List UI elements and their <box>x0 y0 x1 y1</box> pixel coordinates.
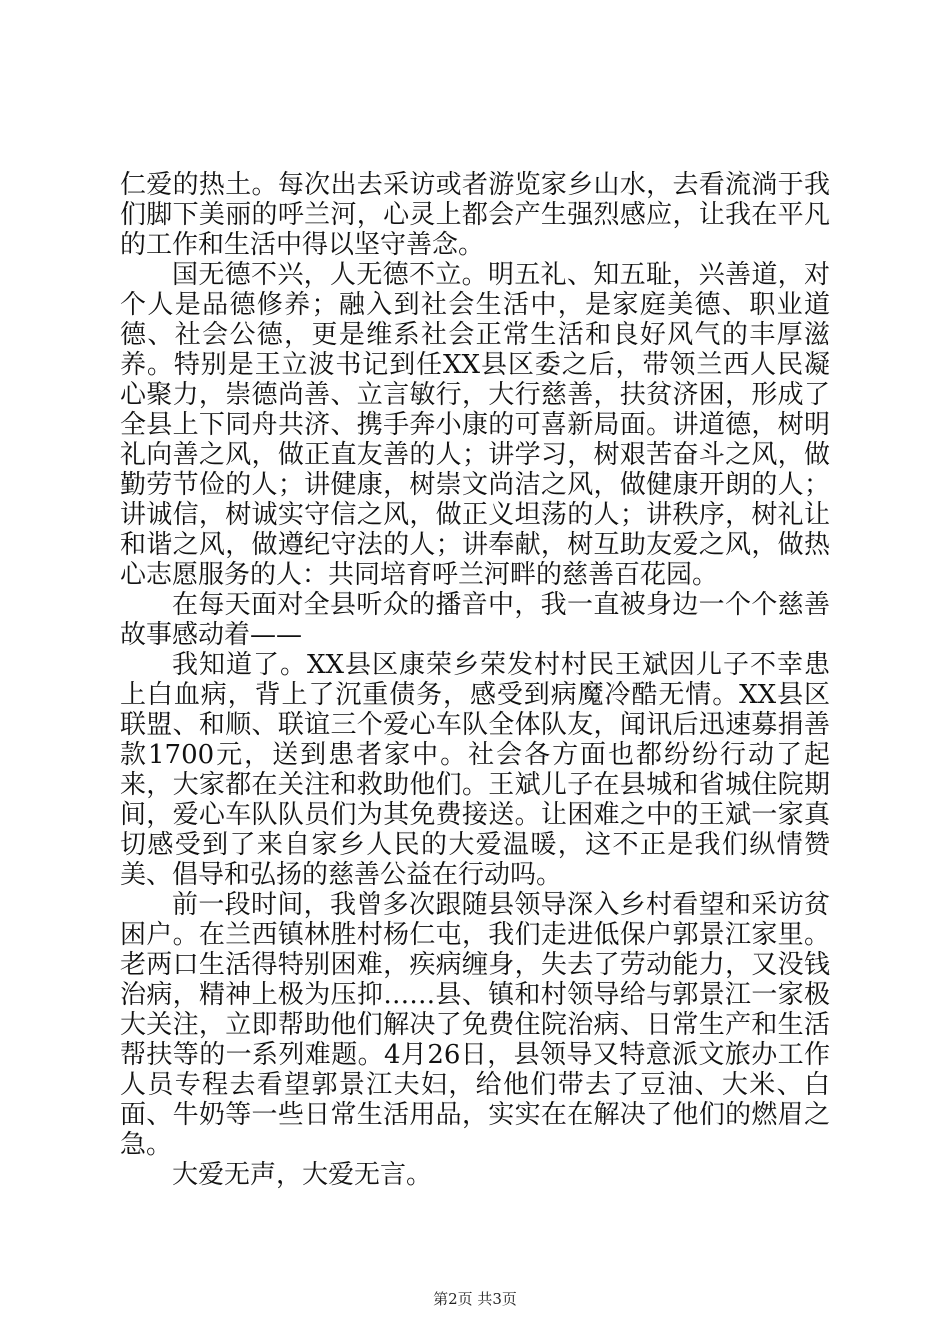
paragraph-closing: 大爱无声，大爱无言。 <box>172 1160 433 1190</box>
document-body <box>120 170 830 1190</box>
paragraph-continuation: 仁爱的热土。每次出去采访或者游览家乡山水，去看流淌于我们脚下美丽的呼兰河，心灵上都会产生强烈感应，让我在平凡的工作和生活中得以坚守善念。 <box>120 170 830 260</box>
paragraph-guojingjiang-story: 前一段时间，我曾多次跟随县领导深入乡村看望和采访贫困户。在兰西镇林胜村杨仁屯，我们走进低保户郭景江家里。老两口生活得特别困难，疾病缠身，失去了劳动能力，又没钱治病，精神上极为压抑……县、镇和村领导给与郭景江一家极大关注，立即帮助他们解决了免费住院治病、日常生产和生活帮扶等的一系列难题。4月26日，县领导又特意派文旅办工作人员专程去看望郭景江夫妇，给他们带去了豆油、大米、白面、牛奶等一些日常生活用品，实实在在解决了他们的燃眉之急。 <box>120 890 830 1160</box>
page-number-footer: 第2页 共3页 <box>433 1290 517 1308</box>
paragraph-wangbin-story: 我知道了。XX县区康荣乡荣发村村民王斌因儿子不幸患上白血病，背上了沉重债务，感受到病魔冷酷无情。XX县区联盟、和顺、联谊三个爱心车队全体队友，闻讯后迅速募捐善款1700元，送到患者家中。社会各方面也都纷纷行动了起来，大家都在关注和救助他们。王斌儿子在县城和省城住院期间，爱心车队队员们为其免费接送。让困难之中的王斌一家真切感受到了来自家乡人民的大爱温暖，这不正是我们纵情赞美、倡导和弘扬的慈善公益在行动吗。 <box>120 650 830 890</box>
paragraph-broadcast: 在每天面对全县听众的播音中，我一直被身边一个个慈善故事感动着—— <box>120 590 830 650</box>
paragraph-virtue: 国无德不兴，人无德不立。明五礼、知五耻，兴善道，对个人是品德修养；融入到社会生活中，是家庭美德、职业道德、社会公德，更是维系社会正常生活和良好风气的丰厚滋养。特别是王立波书记到任XX县区委之后，带领兰西人民凝心聚力，崇德尚善、立言敏行，大行慈善，扶贫济困，形成了全县上下同舟共济、携手奔小康的可喜新局面。讲道德，树明礼向善之风，做正直友善的人；讲学习，树艰苦奋斗之风，做勤劳节俭的人；讲健康，树崇文尚洁之风，做健康开朗的人；讲诚信，树诚实守信之风，做正义坦荡的人；讲秩序，树礼让和谐之风，做遵纪守法的人；讲奉献，树互助友爱之风，做热心志愿服务的人：共同培育呼兰河畔的慈善百花园。 <box>120 260 830 590</box>
